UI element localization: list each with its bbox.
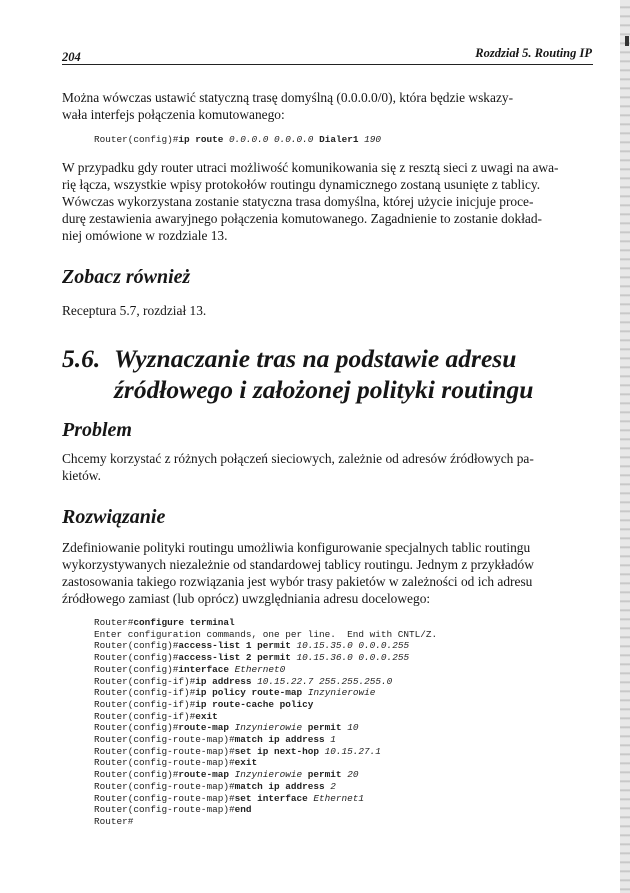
code-command: configure terminal <box>133 617 235 628</box>
code-command: set interface <box>234 792 308 804</box>
code-line <box>94 757 437 769</box>
code-line <box>94 746 437 758</box>
code-prompt: Router(config)# <box>94 722 179 734</box>
code-command: permit <box>307 722 342 734</box>
code-line <box>94 617 437 629</box>
code-policy-routing <box>94 617 437 828</box>
heading-solution: Rozwiązanie <box>62 506 166 528</box>
code-static-route <box>94 134 381 146</box>
code-prompt: Router(config-if)# <box>94 687 196 699</box>
page-edge-mark <box>625 36 629 46</box>
code-command: ip address <box>195 675 252 687</box>
text-line: kietów. <box>62 468 101 483</box>
code-command: match ip address <box>234 734 325 746</box>
code-line <box>94 769 437 781</box>
code-line <box>94 722 437 734</box>
text-line: rię łącza, wszystkie wpisy protokołów routingu dynamicznego zostaną usunięte z tablicy. <box>62 177 541 192</box>
text-line: Zdefiniowanie polityki routingu umożliwia konfigurowanie specjalnych tablic routingu <box>62 540 531 555</box>
code-args: 10.15.36.0 0.0.0.255 <box>290 652 410 664</box>
text-line: W przypadku gdy router utraci możliwość komunikowania się z resztą sieci z uwagi na awa- <box>62 160 559 175</box>
code-line <box>94 687 437 699</box>
text-line: Receptura 5.7, rozdział 13. <box>62 303 207 318</box>
text-line: wała interfejs połączenia komutowanego: <box>62 107 285 122</box>
code-command: permit <box>307 769 342 781</box>
code-args: Ethernet1 <box>307 792 365 804</box>
see-also-text <box>62 302 592 319</box>
text-line: Można wówczas ustawić statyczną trasę domyślną (0.0.0.0/0), która będzie wskazy- <box>62 90 514 105</box>
page-edge-shadow <box>620 0 630 893</box>
code-line <box>94 629 437 641</box>
code-args: Inzynierowie <box>229 769 308 781</box>
code-args: 10 <box>341 722 359 734</box>
text-line: wykorzystywanych niezależnie od standardowej tablicy routingu. Jednym z przykładów <box>62 557 534 572</box>
code-command: ip route-cache policy <box>195 698 314 710</box>
code-command: end <box>234 804 252 816</box>
code-args: 0.0.0.0 0.0.0.0 <box>229 134 314 145</box>
code-line <box>94 699 437 711</box>
code-prompt: Router(config-if)# <box>94 675 196 687</box>
section-title-line-2: źródłowego i założonej polityki routingu <box>114 375 534 404</box>
code-prompt: Router(config)# <box>94 134 179 145</box>
running-header-chapter: Rozdział 5. Routing IP <box>475 46 592 60</box>
code-interface: Dialer1 <box>319 134 359 145</box>
section-title-line-1: Wyznaczanie tras na podstawie adresu <box>114 344 517 373</box>
code-prompt: Router# <box>94 617 134 628</box>
code-command: access-list 2 permit <box>178 652 291 664</box>
code-line <box>94 652 437 664</box>
text-line: źródłowego zamiast (lub oprócz) uwzględniania adresu docelowego: <box>62 591 431 606</box>
paragraph-backup-link <box>62 159 592 244</box>
code-line <box>94 793 437 805</box>
code-command: ip policy route-map <box>195 687 303 699</box>
code-prompt: Router(config)# <box>94 663 179 675</box>
code-args: 1 <box>324 734 336 746</box>
section-title <box>62 343 602 405</box>
text-line: niej omówione w rozdziale 13. <box>62 228 228 243</box>
heading-problem: Problem <box>62 419 132 441</box>
code-command: route-map <box>178 722 230 734</box>
code-prompt: Router(config)# <box>94 640 179 652</box>
text-line: Chcemy korzystać z różnych połączeń sieciowych, zależnie od adresów źródłowych pa- <box>62 451 534 466</box>
code-args: Ethernet0 <box>229 663 286 675</box>
code-prompt: Router(config)# <box>94 769 179 781</box>
code-line <box>94 804 437 816</box>
code-command: exit <box>195 710 218 722</box>
code-command: match ip address <box>234 780 325 792</box>
paragraph-default-route <box>62 89 592 123</box>
code-args: 2 <box>324 780 336 792</box>
code-line <box>94 640 437 652</box>
code-args: 10.15.22.7 255.255.255.0 <box>251 675 393 687</box>
section-number: 5.6. <box>62 344 101 373</box>
problem-text <box>62 450 592 484</box>
code-args: 20 <box>341 769 359 781</box>
code-distance: 190 <box>364 134 381 145</box>
code-args: Inzynierowie <box>302 687 376 699</box>
code-command: exit <box>234 757 258 769</box>
code-prompt: Router(config-route-map)# <box>94 734 235 746</box>
code-line <box>94 664 437 676</box>
code-command: set ip next-hop <box>234 745 320 757</box>
text-line: Wówczas wykorzystana zostanie statyczna trasa domyślna, której użycie inicjuje proce- <box>62 194 534 209</box>
code-line <box>94 676 437 688</box>
solution-text <box>62 539 592 607</box>
code-prompt: Router(config-route-map)# <box>94 745 235 757</box>
code-prompt: Router(config-route-map)# <box>94 804 235 816</box>
text-line: durę zestawienia awaryjnego połączenia komutowanego. Zagadnienie to zostanie dokład- <box>62 211 543 226</box>
code-args: 10.15.27.1 <box>319 745 381 757</box>
code-prompt: Router# <box>94 815 134 827</box>
code-prompt: Router(config-if)# <box>94 710 196 722</box>
code-args: Inzynierowie <box>229 722 308 734</box>
code-prompt: Router(config-route-map)# <box>94 757 235 769</box>
code-line <box>94 734 437 746</box>
code-line <box>94 781 437 793</box>
code-command: access-list 1 permit <box>178 640 291 652</box>
page-number: 204 <box>62 50 81 64</box>
heading-see-also: Zobacz również <box>62 266 191 288</box>
code-command: ip route <box>178 134 224 145</box>
code-command: interface <box>178 663 230 675</box>
code-prompt: Router(config-if)# <box>94 698 196 710</box>
code-prompt: Router(config-route-map)# <box>94 792 235 804</box>
code-command: route-map <box>178 769 230 781</box>
code-prompt: Enter configuration commands, one per line. End with CNTL/Z. <box>94 628 438 640</box>
code-line <box>94 816 437 828</box>
code-line <box>94 711 437 723</box>
code-prompt: Router(config)# <box>94 652 179 664</box>
header-rule <box>62 64 593 65</box>
code-args: 10.15.35.0 0.0.0.255 <box>290 640 410 652</box>
text-line: zastosowania takiego rozwiązania jest wybór trasy pakietów w zależności od ich adresu <box>62 574 533 589</box>
code-prompt: Router(config-route-map)# <box>94 780 235 792</box>
